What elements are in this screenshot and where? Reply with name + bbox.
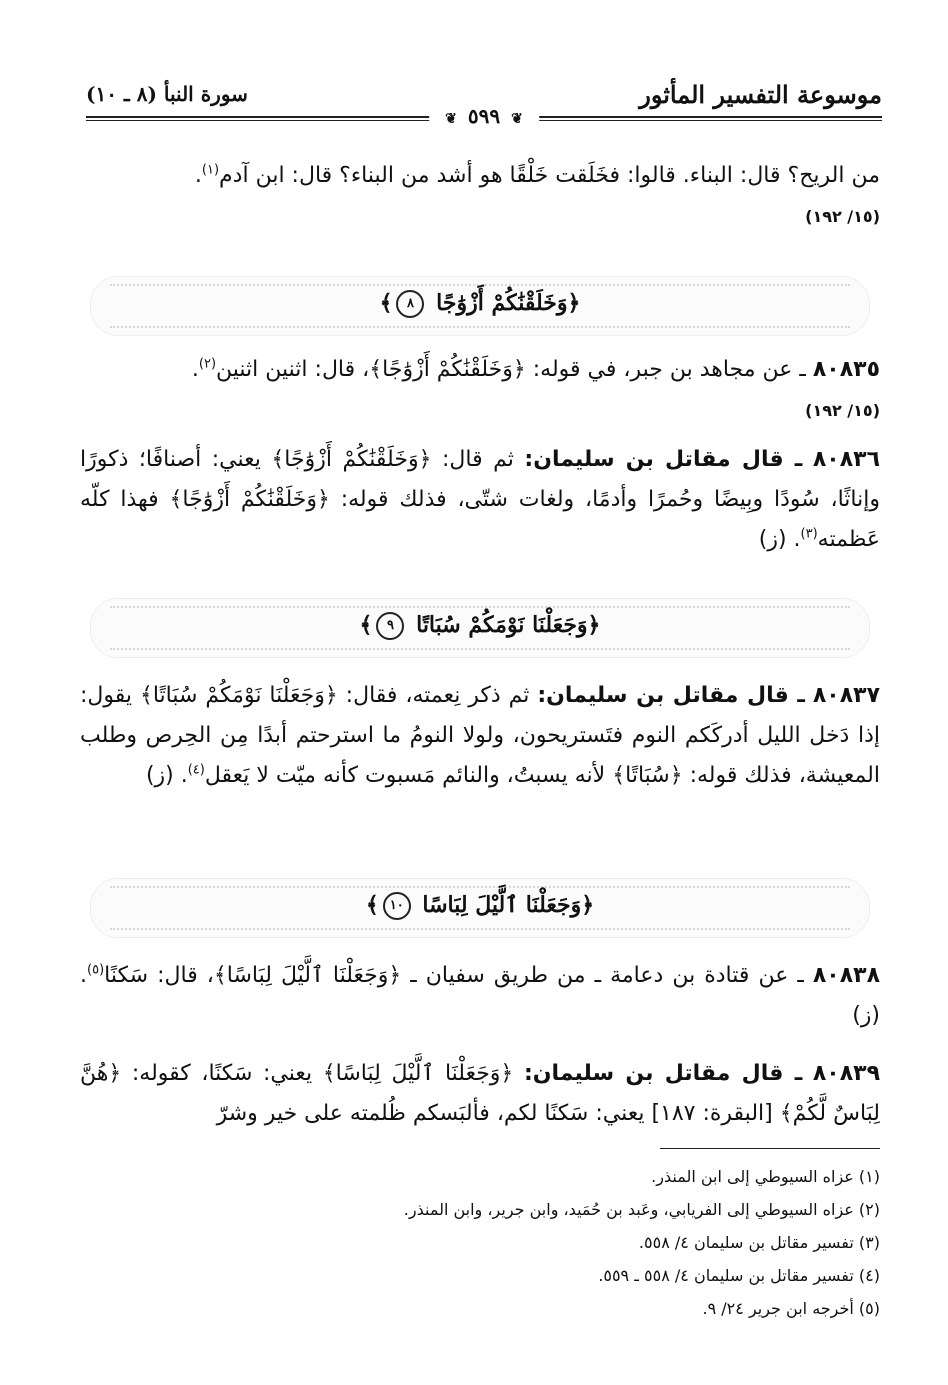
entry-speaker: ـ قال مقاتل بن سليمان: bbox=[523, 1061, 803, 1086]
source-reference: (١٥/ ١٩٢) bbox=[805, 207, 880, 226]
entry-number: ٨٠٨٣٨ bbox=[812, 963, 880, 988]
book-title: موسوعة التفسير المأثور bbox=[639, 80, 882, 109]
banner-border bbox=[110, 284, 850, 286]
ayah-text: ﴿وَجَعَلْنَا ٱلَّيْلَ لِبَاسًا bbox=[422, 892, 595, 918]
entry-speaker: ـ قال مقاتل بن سليمان: bbox=[537, 683, 805, 708]
ayah-text-wrap bbox=[90, 290, 870, 318]
ornament-icon: ❦ bbox=[511, 111, 523, 127]
entry-80835 bbox=[80, 350, 880, 431]
entry-number: ٨٠٨٣٩ bbox=[812, 1061, 880, 1086]
ayah-text: ﴿وَجَعَلْنَا نَوْمَكُمْ سُبَاتًا bbox=[416, 612, 601, 638]
ayah-text-wrap bbox=[90, 612, 870, 640]
entry-80836 bbox=[80, 440, 880, 560]
entry-80839 bbox=[80, 1054, 880, 1134]
ayah-close: ﴾ bbox=[365, 892, 379, 918]
sentence-end: . bbox=[194, 163, 202, 188]
banner-border bbox=[110, 886, 850, 888]
surah-range: سورة النبأ (٨ ـ ١٠) bbox=[86, 82, 248, 106]
entry-number: ٨٠٨٣٦ bbox=[812, 447, 880, 472]
footnote-marker: (١) bbox=[201, 162, 220, 178]
footnote-marker: (٤) bbox=[187, 762, 205, 778]
banner-border bbox=[110, 928, 850, 930]
entry-number: ٨٠٨٣٥ bbox=[812, 357, 880, 382]
ayah-text-wrap bbox=[90, 892, 870, 920]
ayah-banner-8 bbox=[90, 276, 870, 336]
banner-border bbox=[110, 326, 850, 328]
ayah-close: ﴾ bbox=[359, 612, 373, 638]
entry-text: ـ عن مجاهد بن جبر، في قوله: ﴿وَخَلَقْنَٰكُمْ أَزْوَٰجًا﴾، قال: اثنين اثنين bbox=[216, 357, 806, 382]
sentence-end: . bbox=[191, 357, 199, 382]
footnote-2: (٢) عزاه السيوطي إلى الفريابي، وعَبد بن حُمَيد، وابن جرير، وابن المنذر. bbox=[403, 1200, 880, 1219]
entry-text: ﴿وَجَعَلْنَا ٱلَّيْلَ لِبَاسًا﴾ يعني: سَكنًا، كقوله: ﴿هُنَّ لِبَاسٌ لَّكُمْ﴾ [البقرة: ١٨٧] يعني: سَكنًا لكم، فألبَسكم ظُلمته على خير وشرّ bbox=[80, 1061, 880, 1126]
footnote-4: (٤) تفسير مقاتل بن سليمان ٤/ ٥٥٨ ـ ٥٥٩. bbox=[598, 1266, 880, 1285]
ayah-number-icon: ٩ bbox=[376, 612, 404, 640]
paragraph-text: من الريح؟ قال: البناء. قالوا: فخَلَقت خَلْقًا هو أشد من البناء؟ قال: ابن آدم bbox=[219, 163, 880, 188]
entry-text: ثم ذكر نِعمته، فقال: ﴿وَجَعَلْنَا نَوْمَكُمْ سُبَاتًا﴾ يقول: إذا دَخل الليل أدركَكم النوم فتَستريحون، ولولا النومُ ما استرحتم أبدًا مِن الحِرص وطلب المعيشة، فذلك قوله: ﴿سُبَاتًا﴾ لأنه يسبتُ، والنائم مَسبوت كأنه ميّت لا يَعقل bbox=[80, 683, 880, 788]
ayah-text: ﴿وَخَلَقْنَٰكُمْ أَزْوَٰجًا bbox=[436, 290, 581, 316]
footnotes bbox=[80, 1160, 880, 1325]
ornament-icon: ❦ bbox=[445, 111, 457, 127]
entry-text: ثم قال: ﴿وَخَلَقْنَٰكُمْ أَزْوَٰجًا﴾ يعني: أصنافًا؛ ذكورًا وإناثًا، سُودًا وبِيضًا وحُمرًا وأدمًا، ولغات شتّى، فذلك قوله: ﴿وَخَلَقْنَٰكُمْ أَزْوَٰجًا﴾ فهذا كلّه عَظمته bbox=[80, 447, 880, 552]
ayah-close: ﴾ bbox=[379, 290, 393, 316]
ayah-banner-10 bbox=[90, 878, 870, 938]
sentence-end: . (ز) bbox=[145, 763, 188, 788]
banner-border bbox=[110, 648, 850, 650]
entry-text: ـ عن قتادة بن دعامة ـ من طريق سفيان ـ ﴿وَجَعَلْنَا ٱلَّيْلَ لِبَاسًا﴾، قال: سَكنًا bbox=[104, 963, 804, 988]
paragraph-continuation bbox=[80, 156, 880, 237]
footnote-1: (١) عزاه السيوطي إلى ابن المنذر. bbox=[651, 1167, 880, 1186]
entry-80837 bbox=[80, 676, 880, 796]
entry-speaker: ـ قال مقاتل بن سليمان: bbox=[524, 447, 803, 472]
ayah-banner-9 bbox=[90, 598, 870, 658]
banner-border bbox=[110, 606, 850, 608]
footnote-3: (٣) تفسير مقاتل بن سليمان ٤/ ٥٥٨. bbox=[638, 1233, 880, 1252]
entry-80838 bbox=[80, 956, 880, 1036]
footnote-5: (٥) أخرجه ابن جرير ٢٤/ ٩. bbox=[702, 1299, 880, 1318]
sentence-end: . (ز) bbox=[758, 527, 801, 552]
ayah-number-icon: ١٠ bbox=[383, 892, 411, 920]
page-number: ٥٩٩ bbox=[467, 104, 501, 128]
sentence-end: . (ز) bbox=[80, 963, 880, 1028]
footnote-separator bbox=[660, 1148, 880, 1149]
footnote-marker: (٢) bbox=[198, 356, 217, 372]
entry-number: ٨٠٨٣٧ bbox=[812, 683, 881, 708]
footnote-marker: (٥) bbox=[87, 962, 105, 978]
page-header bbox=[86, 72, 882, 128]
footnote-marker: (٣) bbox=[800, 526, 818, 542]
ayah-number-icon: ٨ bbox=[396, 290, 424, 318]
source-reference: (١٥/ ١٩٢) bbox=[805, 401, 880, 420]
page-number-wrap bbox=[429, 104, 539, 128]
